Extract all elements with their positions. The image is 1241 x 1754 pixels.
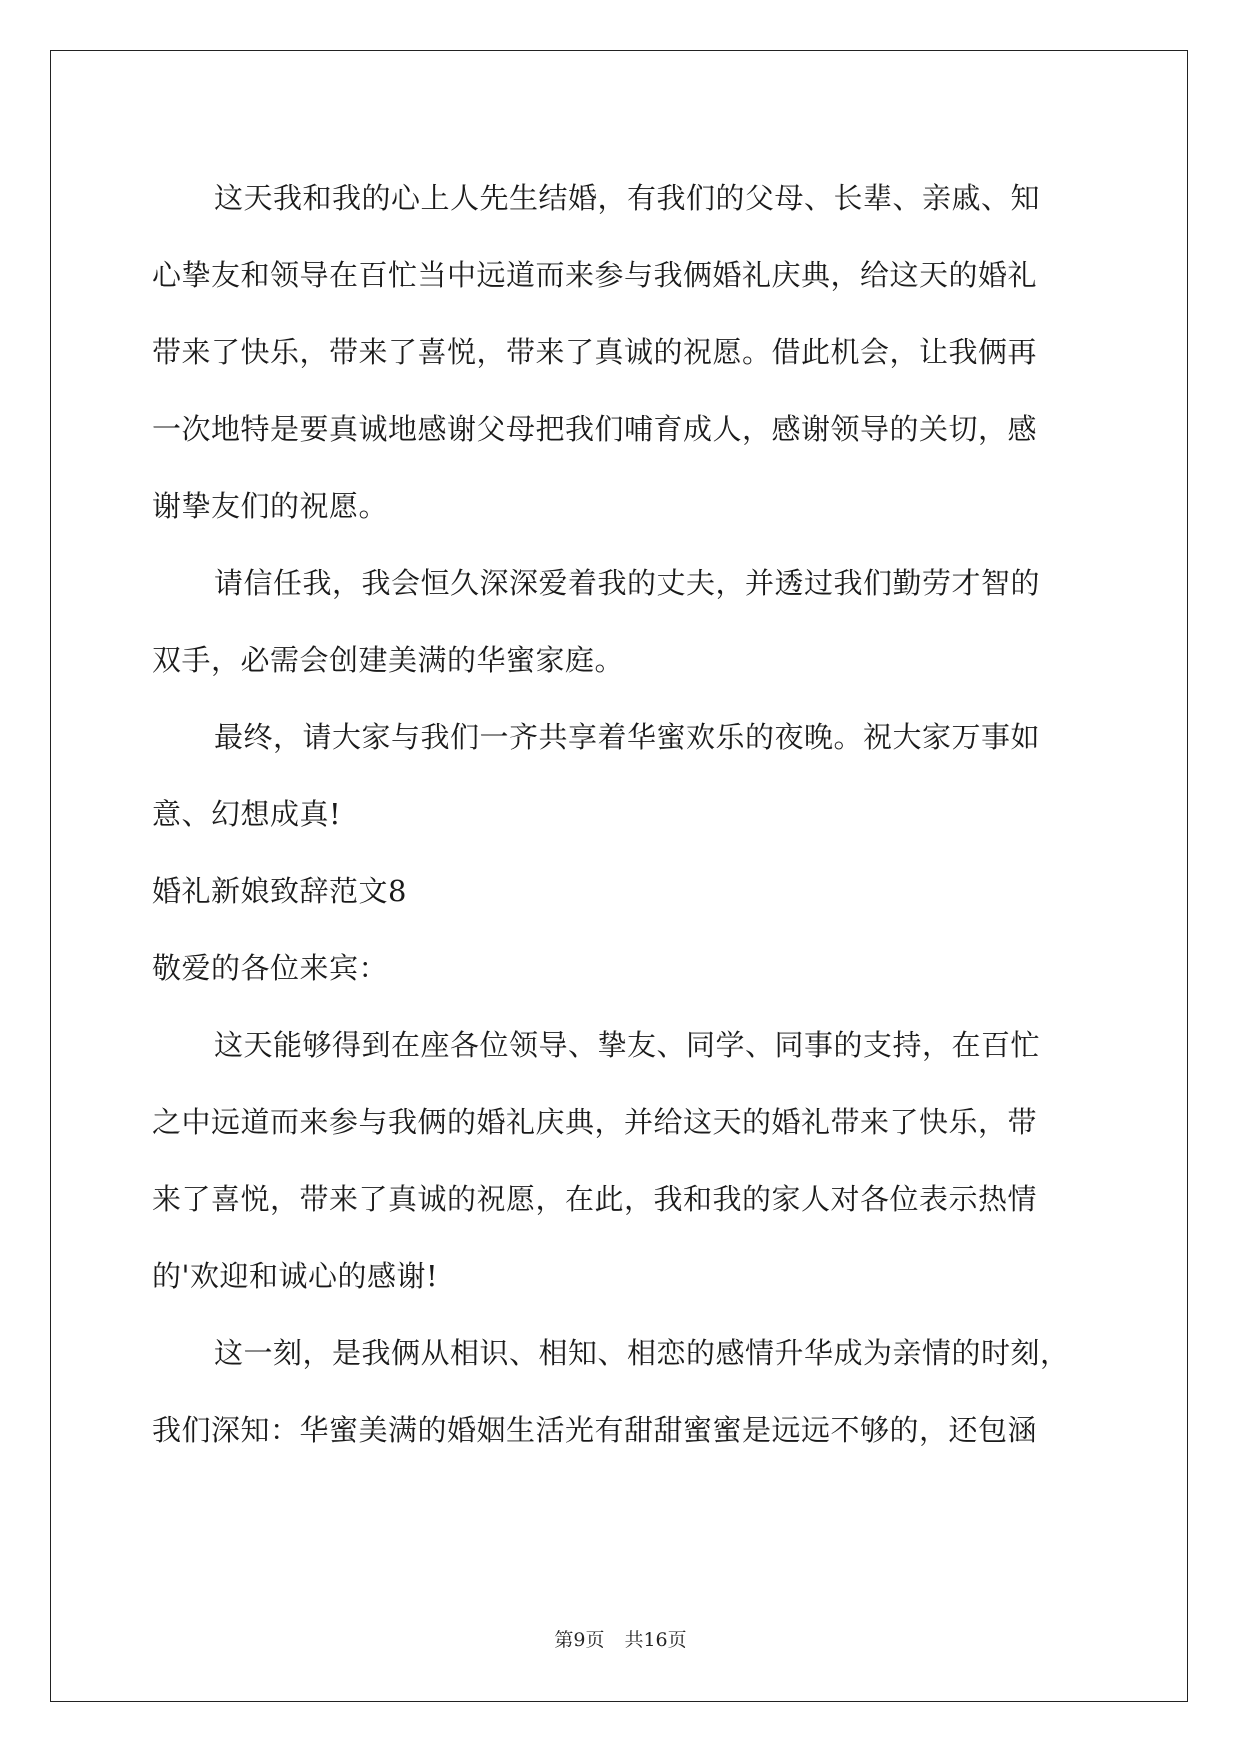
text-line: 心挚友和领导在百忙当中远道而来参与我俩婚礼庆典，给这天的婚礼 — [152, 258, 1038, 292]
text-line: 请信任我，我会恒久深深爱着我的丈夫，并透过我们勤劳才智的 — [214, 566, 1041, 600]
text-line: 双手，必需会创建美满的华蜜家庭。 — [152, 643, 625, 677]
text-line: 的'欢迎和诚心的感谢! — [152, 1259, 439, 1293]
text-line: 最终，请大家与我们一齐共享着华蜜欢乐的夜晚。祝大家万事如 — [214, 720, 1041, 754]
page-footer — [0, 1625, 1241, 1652]
salutation: 敬爱的各位来宾： — [152, 951, 389, 985]
text-line: 我们深知：华蜜美满的婚姻生活光有甜甜蜜蜜是远远不够的，还包涵 — [152, 1413, 1038, 1447]
text-line: 这一刻，是我俩从相识、相知、相恋的感情升华成为亲情的时刻， — [214, 1336, 1070, 1370]
section-heading: 婚礼新娘致辞范文8 — [152, 874, 407, 908]
page-number-total: 共16页 — [624, 1629, 687, 1651]
text-line: 谢挚友们的祝愿。 — [152, 489, 389, 523]
text-line: 这天能够得到在座各位领导、挚友、同学、同事的支持，在百忙 — [214, 1028, 1041, 1062]
text-line: 这天我和我的心上人先生结婚，有我们的父母、长辈、亲戚、知 — [214, 181, 1041, 215]
text-line: 之中远道而来参与我俩的婚礼庆典，并给这天的婚礼带来了快乐，带 — [152, 1105, 1038, 1139]
page-number-current: 第9页 — [554, 1629, 605, 1651]
document-body — [152, 160, 1092, 1469]
text-line: 来了喜悦，带来了真诚的祝愿，在此，我和我的家人对各位表示热情 — [152, 1182, 1038, 1216]
text-line: 意、幻想成真! — [152, 797, 342, 831]
text-line: 带来了快乐，带来了喜悦，带来了真诚的祝愿。借此机会，让我俩再 — [152, 335, 1038, 369]
text-line: 一次地特是要真诚地感谢父母把我们哺育成人，感谢领导的关切，感 — [152, 412, 1038, 446]
